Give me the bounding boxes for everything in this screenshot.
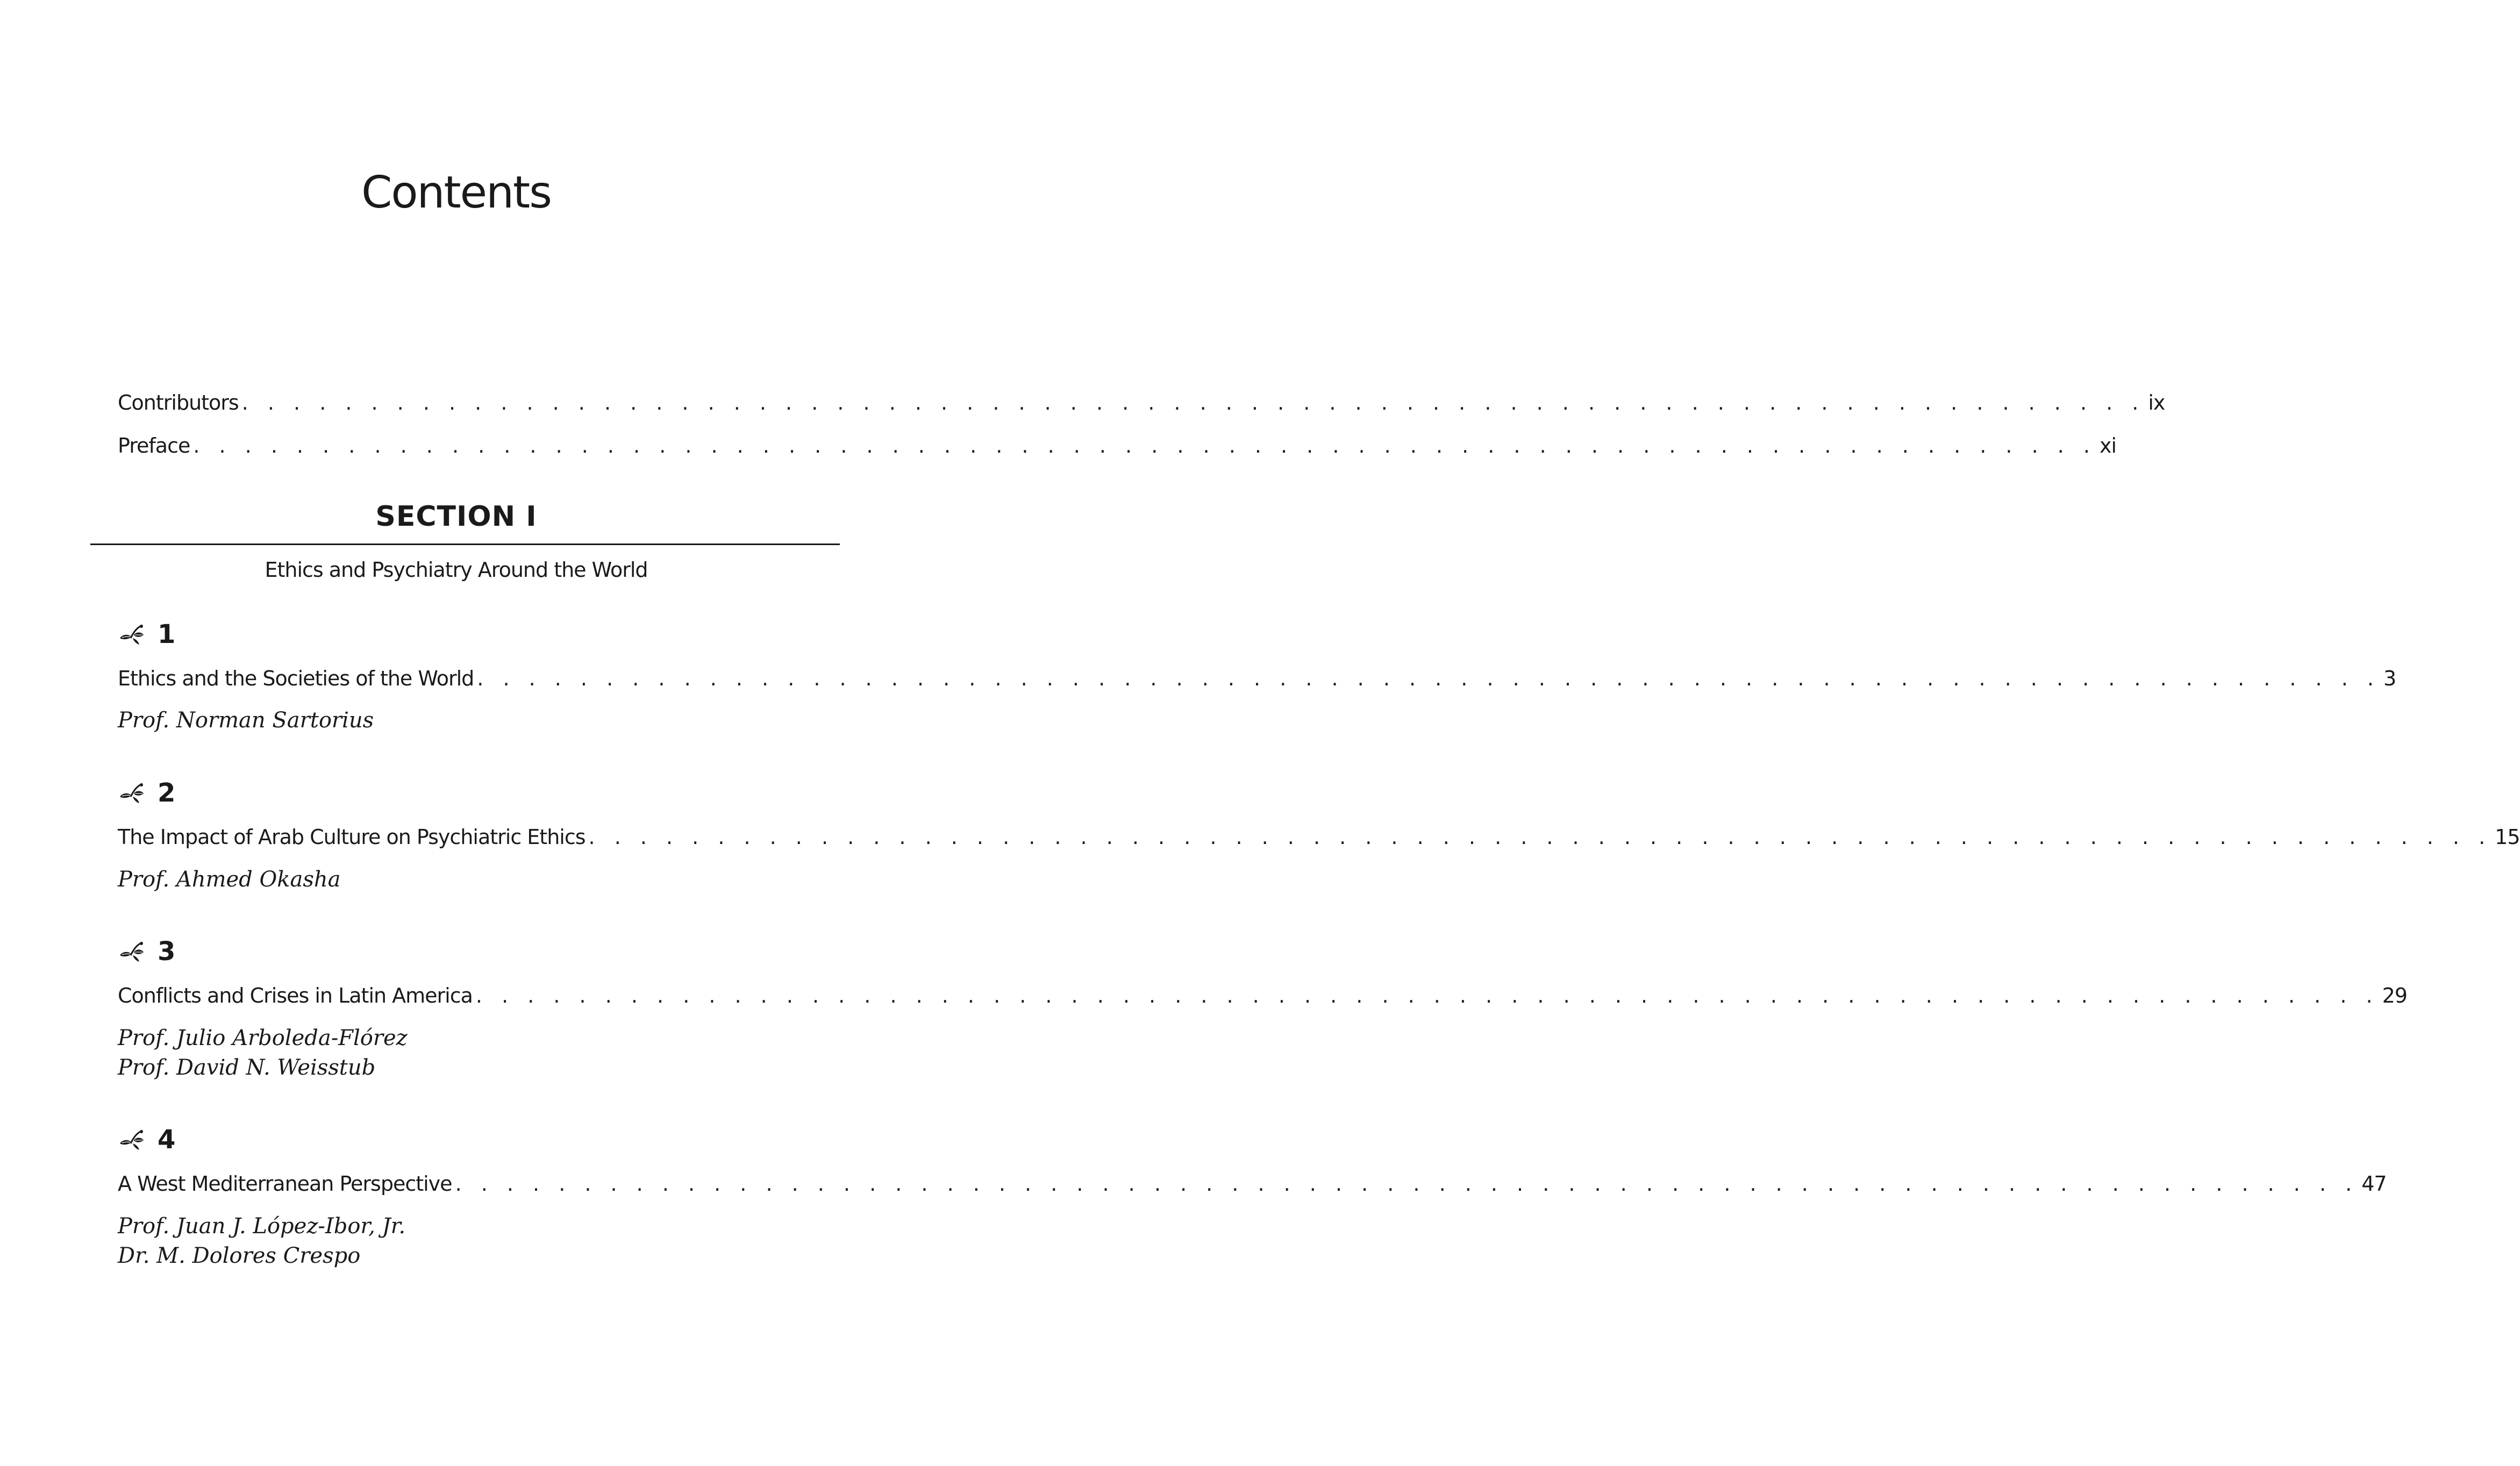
page-title: Contents — [361, 167, 551, 218]
toc-page-number: ix — [2148, 391, 2165, 414]
dot-leader: . . . . . . . . . . . . . . . . . . . . . . . . . . . . . . . . . . . . . . . . . . . . . . . . . . . . . . . . . . . . . . . . . . . . . . . . . . — [588, 825, 2492, 849]
chapter-number-marker — [118, 618, 175, 650]
leaf-ornament-icon — [118, 939, 146, 964]
chapter-author: Prof. Juan J. López-Ibor, Jr. — [118, 1214, 406, 1239]
toc-entry-label: Contributors — [118, 391, 239, 414]
toc-page-number: 47 — [2361, 1172, 2387, 1196]
toc-entry-chapter-2[interactable] — [118, 823, 2520, 852]
toc-entry-chapter-3[interactable] — [118, 981, 2407, 1010]
chapter-number: 3 — [158, 936, 176, 967]
leaf-ornament-icon — [118, 622, 146, 647]
dot-leader: . . . . . . . . . . . . . . . . . . . . . . . . . . . . . . . . . . . . . . . . . . . . . . . . . . . . . . . . . . . . . . . . . . . . . . . . . . — [477, 667, 2380, 690]
toc-entry-chapter-1[interactable] — [118, 664, 2396, 693]
toc-page-number: xi — [2100, 434, 2117, 457]
chapter-number-marker — [118, 935, 175, 968]
chapter-author: Prof. David N. Weisstub — [118, 1055, 376, 1080]
chapter-author: Prof. Ahmed Okasha — [118, 867, 341, 892]
dot-leader: . . . . . . . . . . . . . . . . . . . . . . . . . . . . . . . . . . . . . . . . . . . . . . . . . . . . . . . . . . . . . . . . . . . . . . . . . . — [455, 1172, 2359, 1196]
toc-entry-label: The Impact of Arab Culture on Psychiatric Ethics — [118, 825, 586, 849]
section-subtitle: Ethics and Psychiatry Around the World — [265, 558, 648, 582]
toc-entry-label: A West Mediterranean Perspective — [118, 1172, 452, 1196]
toc-entry-chapter-4[interactable] — [118, 1169, 2387, 1198]
dot-leader: . . . . . . . . . . . . . . . . . . . . . . . . . . . . . . . . . . . . . . . . . . . . . . . . . . . . . . . . . . . . . . . . . . . . . . . . . . — [475, 984, 2379, 1007]
chapter-author: Dr. M. Dolores Crespo — [118, 1243, 361, 1268]
section-divider — [90, 544, 840, 545]
chapter-number: 1 — [158, 619, 176, 649]
leaf-ornament-icon — [118, 1127, 146, 1152]
toc-entry-contributors[interactable] — [118, 388, 2165, 417]
chapter-number: 2 — [158, 778, 176, 808]
toc-page-number: 3 — [2383, 667, 2396, 690]
toc-entry-label: Ethics and the Societies of the World — [118, 667, 474, 690]
chapter-author: Prof. Norman Sartorius — [118, 708, 374, 733]
chapter-number: 4 — [158, 1125, 176, 1155]
chapter-author: Prof. Julio Arboleda-Flórez — [118, 1026, 408, 1050]
chapter-number-marker — [118, 1124, 175, 1156]
toc-entry-preface[interactable] — [118, 431, 2117, 460]
chapter-number-marker — [118, 777, 175, 809]
dot-leader: . . . . . . . . . . . . . . . . . . . . . . . . . . . . . . . . . . . . . . . . . . . . . . . . . . . . . . . . . . . . . . . . . . . . . . . . . . — [241, 391, 2145, 414]
dot-leader: . . . . . . . . . . . . . . . . . . . . . . . . . . . . . . . . . . . . . . . . . . . . . . . . . . . . . . . . . . . . . . . . . . . . . . . . . . — [193, 434, 2096, 457]
leaf-ornament-icon — [118, 781, 146, 805]
toc-entry-label: Conflicts and Crises in Latin America — [118, 984, 473, 1007]
toc-entry-label: Preface — [118, 434, 190, 457]
section-heading: SECTION I — [375, 500, 537, 533]
toc-page-number: 15 — [2495, 825, 2520, 849]
toc-page-number: 29 — [2382, 984, 2407, 1007]
